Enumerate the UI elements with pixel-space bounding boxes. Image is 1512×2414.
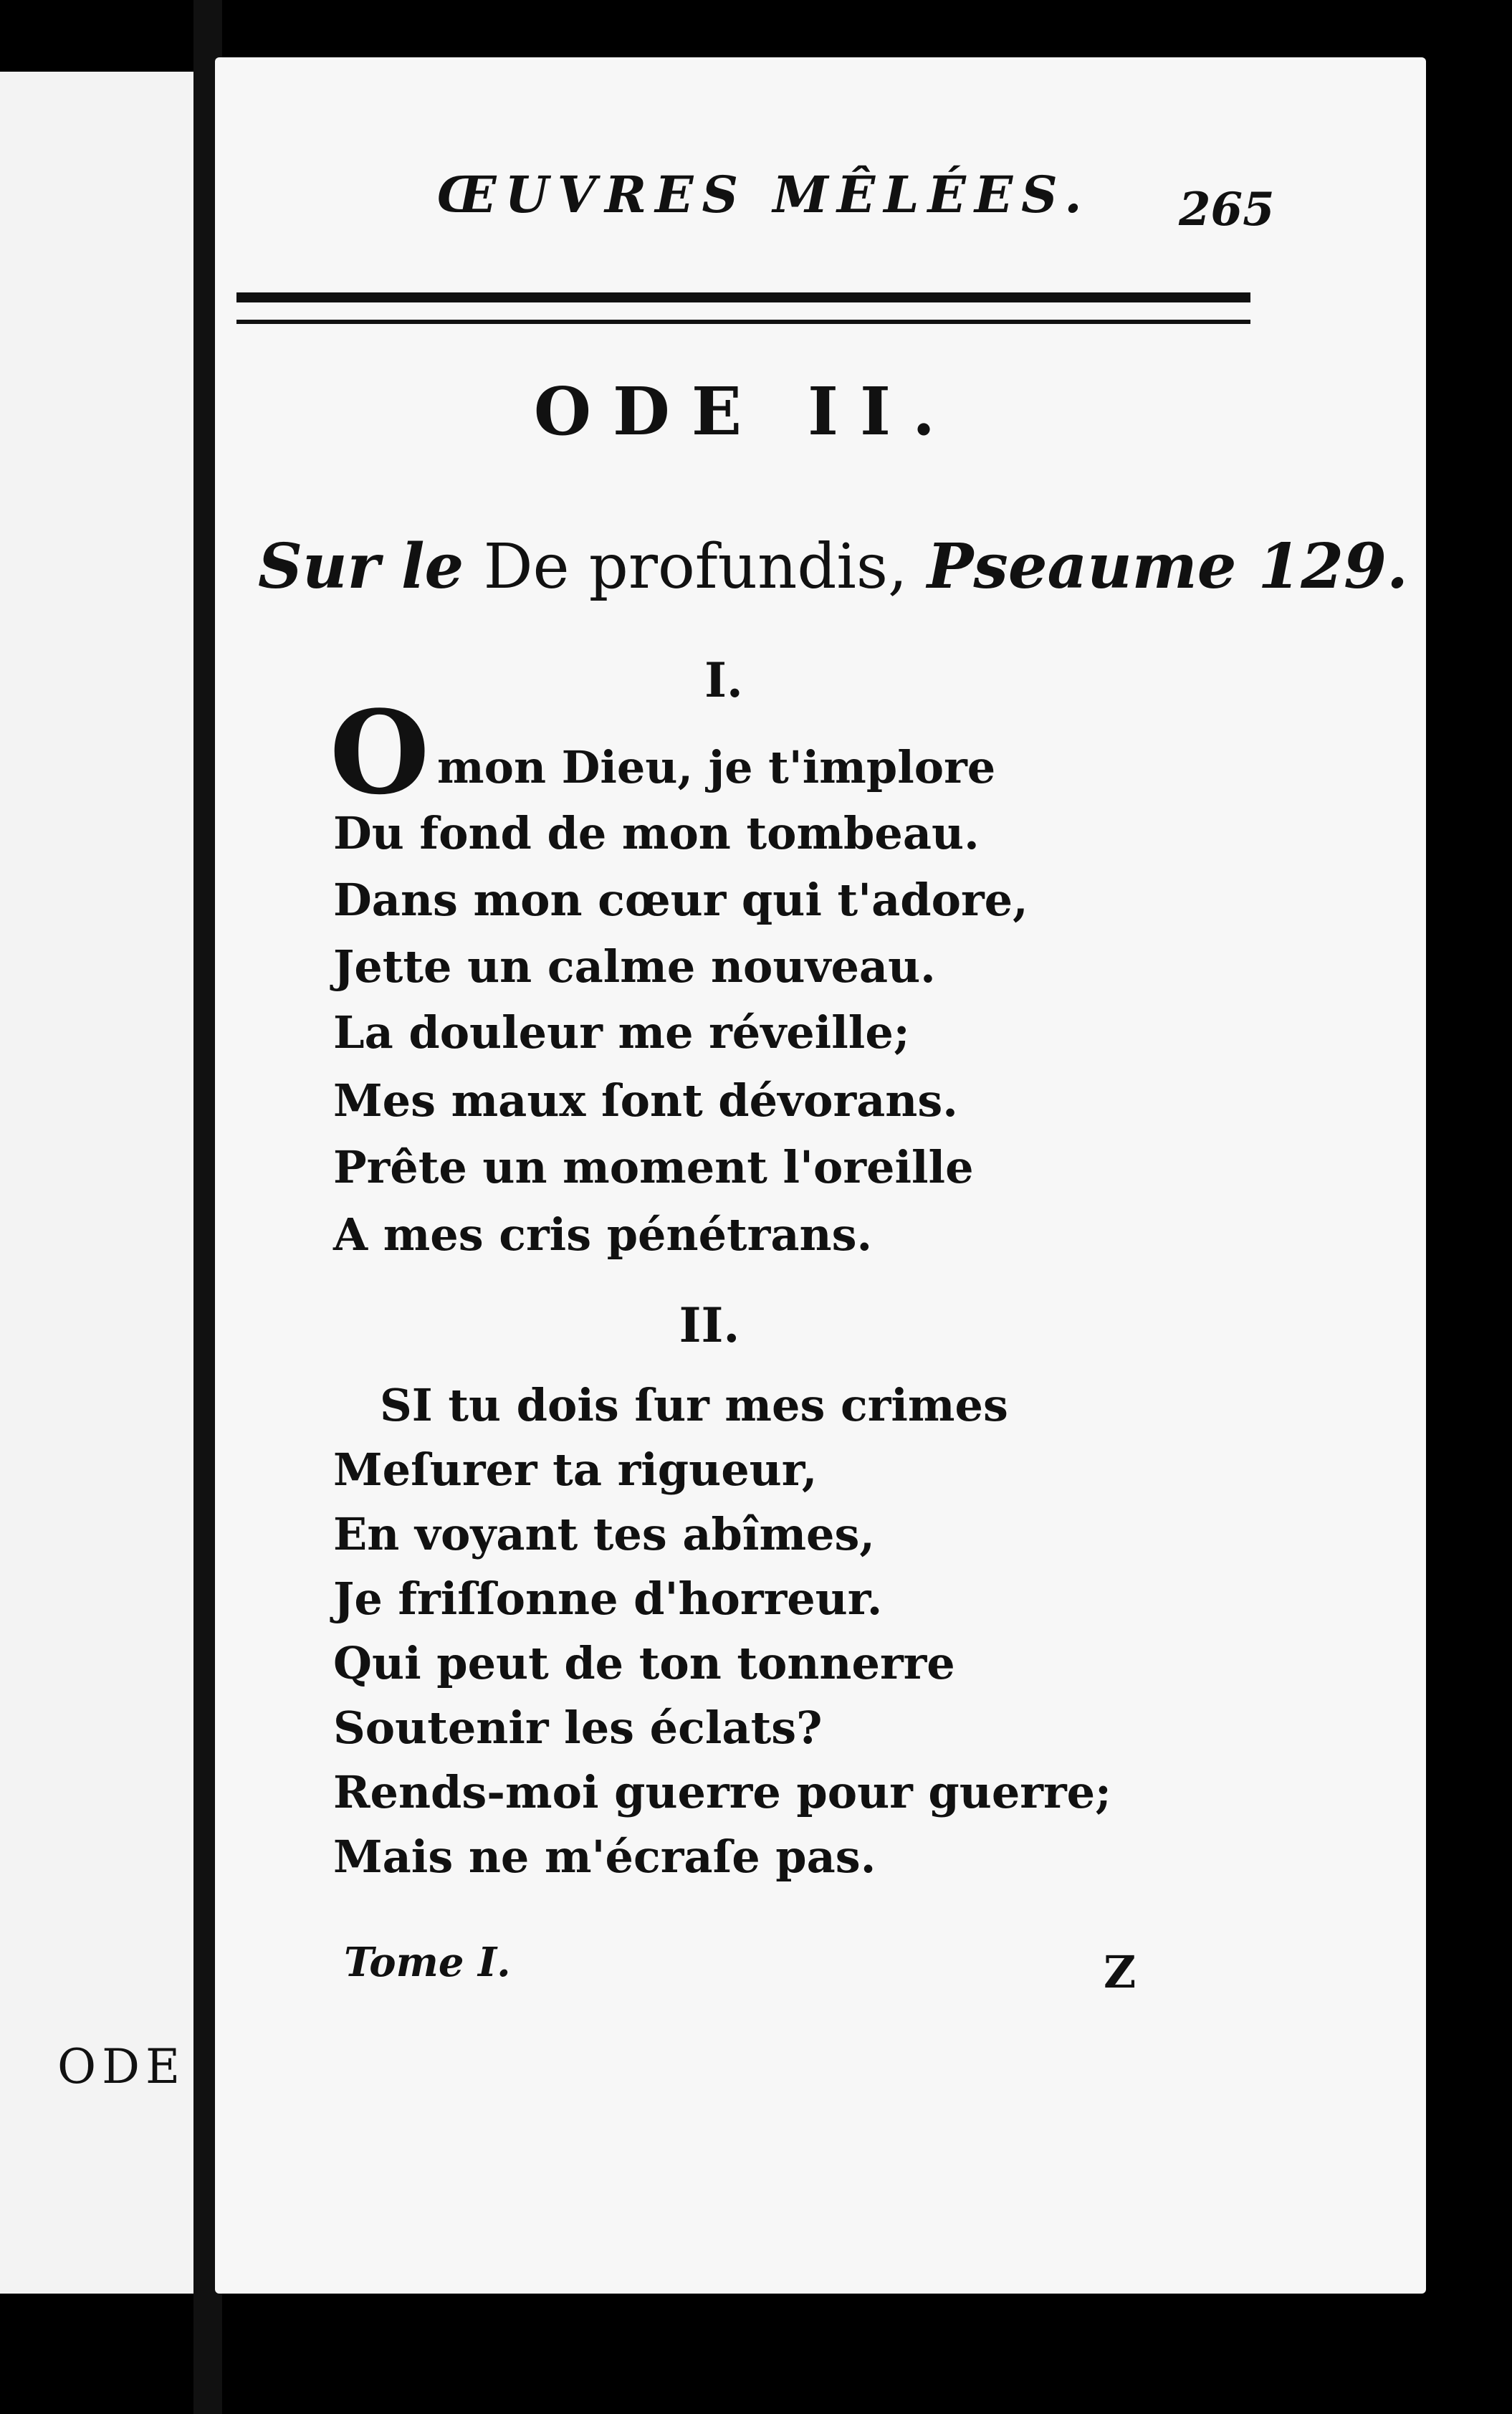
facing-page-fragment xyxy=(0,72,193,2294)
verse-line: Meſurer ta rigueur, xyxy=(333,1444,818,1496)
verse-line: Rends-moi guerre pour guerre; xyxy=(333,1766,1111,1818)
page-number: 265 xyxy=(1179,183,1275,237)
stanza-number-1: I. xyxy=(704,652,743,708)
verse-line: mon Dieu, je t'implore xyxy=(437,741,996,793)
subtitle-suffix: Pseaume 129. xyxy=(927,530,1408,603)
header-rule xyxy=(236,292,1250,324)
verse-line: Jette un calme nouveau. xyxy=(333,940,936,993)
verse-line: Dans mon cœur qui t'adore, xyxy=(333,874,1028,926)
facing-page-catchword: ODE xyxy=(57,2039,186,2094)
ode-title-text: ODE II. xyxy=(533,373,957,450)
verse-line: A mes cris pénétrans. xyxy=(333,1208,873,1261)
ode-subtitle xyxy=(258,530,1408,603)
verse-line: Soutenir les éclats? xyxy=(333,1702,823,1754)
signature-mark: Z xyxy=(1104,1946,1137,1998)
book-page xyxy=(215,57,1426,2294)
verse-line: En voyant tes abîmes, xyxy=(333,1508,875,1560)
verse-line: Du fond de mon tombeau. xyxy=(333,807,980,859)
ode-title xyxy=(215,373,1419,450)
subtitle-main: De profundis, xyxy=(483,531,908,603)
drop-cap: O xyxy=(330,685,430,820)
verse-line: Qui peut de ton tonnerre xyxy=(333,1637,955,1689)
verse-line: La douleur me réveille; xyxy=(333,1006,910,1059)
verse-line: SI tu dois ſur mes crimes xyxy=(380,1379,1008,1431)
verse-line: Mes maux ſont dévorans. xyxy=(333,1074,958,1127)
verse-line: Mais ne m'écraſe pas. xyxy=(333,1831,876,1883)
subtitle-prefix: Sur le xyxy=(258,530,464,603)
running-head: ŒUVRES MÊLÉES. xyxy=(437,165,1091,224)
volume-label: Tome I. xyxy=(344,1939,511,1986)
stanza-number-2: II. xyxy=(679,1297,740,1353)
verse-line: Prête un moment l'oreille xyxy=(333,1141,974,1193)
verse-line: Je friſſonne d'horreur. xyxy=(333,1573,883,1625)
